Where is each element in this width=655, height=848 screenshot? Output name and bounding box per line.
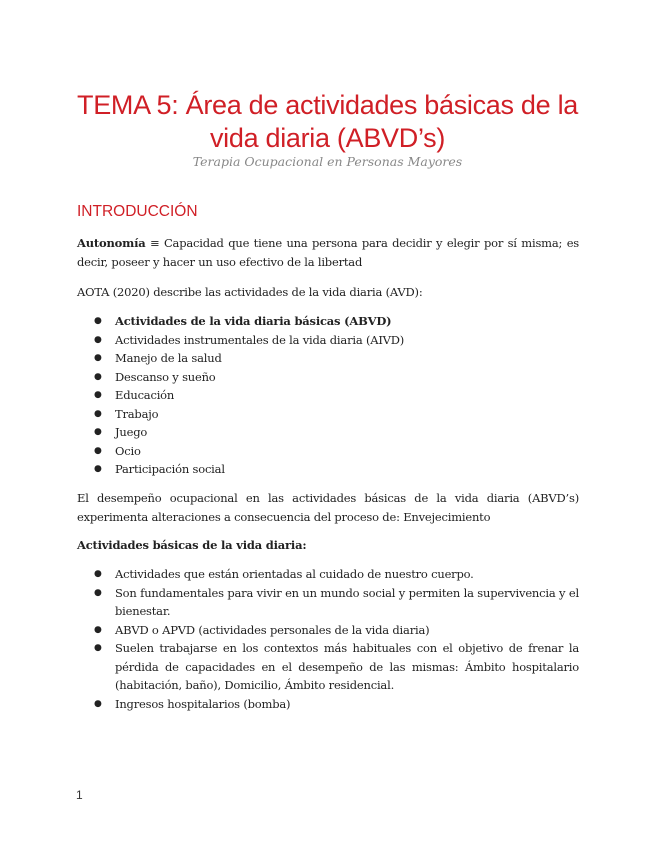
list-item: ● Actividades de la vida diaria básicas (ABVD) [77,312,579,331]
list-item: ● Ingresos hospitalarios (bomba) [77,695,579,714]
list-item: ● Actividades que están orientadas al cuidado de nuestro cuerpo. [77,565,579,584]
page-subtitle: Terapia Ocupacional en Personas Mayores [192,154,463,169]
bullet-icon: ● [94,316,102,326]
list-item: ● Manejo de la salud [77,349,579,368]
list-item: ● Son fundamentales para vivir en un mundo social y permiten la supervivencia y el bienestar. [94,585,579,618]
bullet-icon: ● [94,334,102,345]
list-item: ● Juego [77,423,579,442]
abvd-heading: Actividades básicas de la vida diaria: [77,538,307,552]
list-item: ● Descanso y sueño [77,368,579,387]
page-title: TEMA 5: Área de actividades básicas de la vida diaria (ABVD’s) [77,90,578,153]
bullet-icon: ● [94,408,102,419]
bullet-icon: ● [94,371,102,382]
list-item: ● ABVD o APVD (actividades personales de la vida diaria) [77,621,579,640]
bullet-icon: ● [94,390,102,400]
bullet-icon: ● [94,587,102,598]
autonomia-term: Autonomía [77,236,146,250]
bullet-icon: ● [94,569,102,579]
page-number: 1 [76,788,83,802]
bullet-icon: ● [94,698,102,709]
desempeno-paragraph: El desempeño ocupacional en las actividades básicas de la vida diaria (ABVD’s) experimenta alteraciones a consecuencia del proceso de: Envejecimiento [77,491,579,524]
equivalence-symbol: ≡ [150,236,160,250]
avd-list [77,312,579,479]
section-heading-introduccion: INTRODUCCIÓN [77,203,198,220]
bullet-icon: ● [94,624,102,635]
list-item: ● Actividades instrumentales de la vida diaria (AIVD) [77,331,579,350]
bullet-icon: ● [94,427,102,437]
abvd-list [77,565,579,713]
list-item: ● Participación social [77,460,579,479]
autonomia-paragraph [77,234,579,271]
list-item: ● Suelen trabajarse en los contextos más habituales con el objetivo de frenar la pérdida de capacidades en el desempeño de las mismas: Ámbito hospitalario (habitación, baño), Domicilio, Ámbito residencial. [94,641,579,692]
list-item: ● Trabajo [77,405,579,424]
bullet-icon: ● [94,445,102,456]
bullet-icon: ● [94,353,102,363]
bullet-icon: ● [94,464,102,474]
aota-intro: AOTA (2020) describe las actividades de la vida diaria (AVD): [77,285,423,299]
list-item: ● Educación [77,386,579,405]
list-item: ● Ocio [77,442,579,461]
autonomia-definition: Capacidad que tiene una persona para decidir y elegir por sí misma; es decir, poseer y hacer un uso efectivo de la libertad [77,236,579,269]
bullet-icon: ● [94,643,102,653]
